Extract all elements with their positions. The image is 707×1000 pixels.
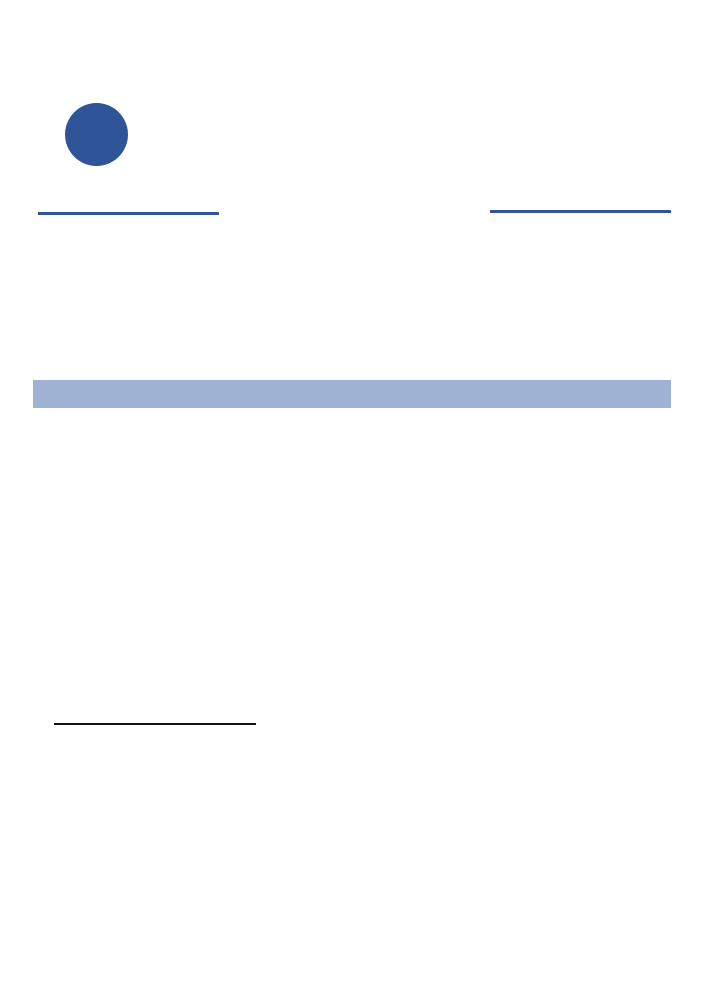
company-logo [65,103,128,166]
header-rule-right [490,210,671,213]
items-table [33,380,671,408]
note-block [54,843,414,853]
payment-rule [54,723,256,725]
header-rule-left [38,212,219,215]
table-header [33,380,671,408]
snowflake-decoration-top [0,0,707,100]
payment-instructions [54,713,256,737]
